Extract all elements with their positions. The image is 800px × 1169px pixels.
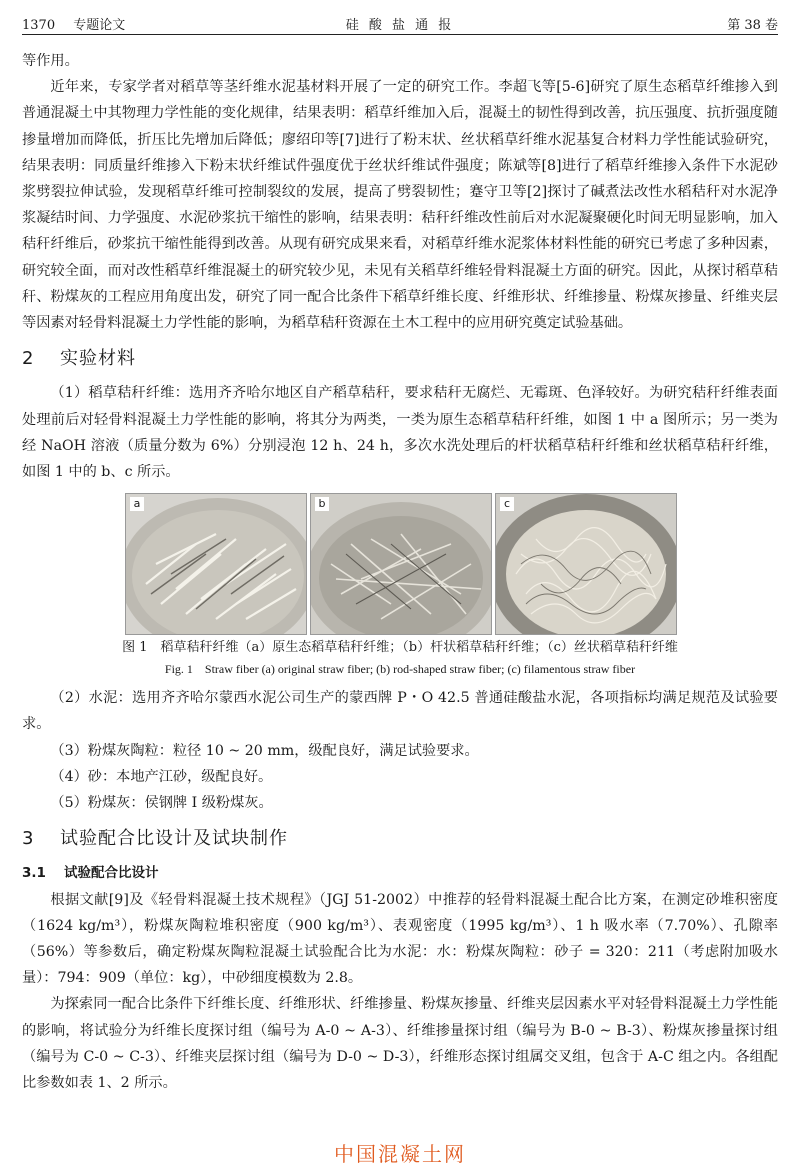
panel-label-a: a	[130, 497, 144, 511]
column-name: 专题论文	[73, 18, 126, 33]
straw-photo-c-image	[496, 494, 676, 634]
section-title: 实验材料	[60, 348, 136, 370]
section-heading-3	[22, 826, 778, 852]
journal-name: 硅 酸 盐 通 报	[345, 18, 455, 33]
section-heading-2	[22, 346, 778, 372]
straw-photo-a-image	[126, 494, 306, 634]
figure-caption-cn: 图 1 稻草秸秆纤维（a）原生态稻草秸秆纤维；（b）杆状稻草秸秆纤维；（c）丝状稻草秸秆纤维	[122, 640, 678, 656]
paragraph-cement: （2）水泥：选用齐齐哈尔蒙西水泥公司生产的蒙西牌 P・O 42.5 普通硅酸盐水泥，各项指标均满足规范及试验要求。	[22, 690, 778, 733]
figure-panel-c	[495, 493, 677, 635]
subsection-title: 试验配合比设计	[64, 865, 159, 882]
paragraph-intro: 近年来，专家学者对稻草等茎纤维水泥基材料开展了一定的研究工作。李超飞等[5-6]研究了原生态稻草纤维掺入到普通混凝土中其物理力学性能的变化规律，结果表明：稻草纤维加入后，混凝土的韧性得到改善，抗压强度、抗折强度随掺量增加而降低，折压比先增加后降低；廖绍印等[7]进行了粉末状、丝状稻草纤维水泥基复合材料力学性能试验研究，结果表明：同质量纤维掺入下粉末状纤维试件强度优于丝状纤维试件强度；陈斌等[8]进行了稻草纤维掺入条件下水泥砂浆劈裂拉伸试验，发现稻草纤维可控制裂纹的发展，提高了劈裂韧性；蹇守卫等[2]探讨了碱煮法改性水稻秸秆对水泥净浆凝结时间、力学强度、水泥砂浆抗干缩性的影响，结果表明：秸秆纤维改性前后对水泥凝聚硬化时间无明显影响，加入秸秆纤维后，砂浆抗干缩性能得到改善。从现有研究成果来看，对稻草纤维水泥浆体材料性能的研究已考虑了多种因素，研究较全面，而对改性稻草纤维混凝土的研究较少见，未见有关稻草纤维轻骨料混凝土方面的研究。因此，从探讨稻草秸秆、粉煤灰的工程应用角度出发，研究了同一配合比条件下稻草纤维长度、纤维形状、纤维掺量、粉煤灰掺量、纤维夹层等因素对轻骨料混凝土力学性能的影响，为稻草秸秆资源在土木工程中的应用研究奠定试验基础。	[22, 79, 778, 332]
volume-label: 第 38 卷	[727, 18, 778, 33]
paragraph-ceramsite: （3）粉煤灰陶粒：粒径 10 ~ 20 mm，级配良好，满足试验要求。	[50, 742, 479, 759]
paragraph-straw-fiber: （1）稻草秸秆纤维：选用齐齐哈尔地区自产稻草秸秆，要求秸秆无腐烂、无霉斑、色泽较好。为研究秸秆纤维表面处理前后对轻骨料混凝土力学性能的影响，将其分为两类，一类为原生态稻草秸秆纤维，如图 1 中 a 图所示；另一类为经 NaOH 溶液（质量分数为 6%）分别浸泡 12 h、24 h，多次水洗处理后的杆状稻草秸秆纤维和丝状稻草秸秆纤维，如图 1 中的 b、c 所示。	[22, 385, 778, 481]
figure-panel-a	[125, 493, 307, 635]
figure-1	[125, 493, 675, 633]
figure-panel-b	[310, 493, 492, 635]
page-number: 1370	[22, 18, 56, 33]
article-body	[22, 48, 778, 1096]
paragraph-mix-design: 根据文献[9]及《轻骨料混凝土技术规程》（JGJ 51-2002）中推荐的轻骨料混凝土配合比方案，在测定砂堆积密度（1624 kg/m³），粉煤灰陶粒堆积密度（900 kg/m³）、表观密度（1995 kg/m³）、1 h 吸水率（7.70%）、孔隙率（56%）等参数后，确定粉煤灰陶粒混凝土试验配合比为水泥：水：粉煤灰陶粒：砂子 = 320：211（考虑附加吸水量）：794：909（单位：kg），中砂细度模数为 2.8。	[22, 891, 778, 987]
section-number: 2	[22, 348, 35, 370]
paragraph-test-groups: 为探索同一配合比条件下纤维长度、纤维形状、纤维掺量、粉煤灰掺量、纤维夹层因素水平对轻骨料混凝土力学性能的影响，将试验分为纤维长度探讨组（编号为 A-0 ~ A-3）、纤维掺量探讨组（编号为 B-0 ~ B-3）、粉煤灰掺量探讨组（编号为 C-0 ~ C-3）、纤维夹层探讨组（编号为 D-0 ~ D-3），纤维形态探讨组属交叉组，包含于 A-C 组之内。各组配比参数如表 1、2 所示。	[22, 996, 778, 1092]
paragraph: 等作用。	[22, 53, 79, 69]
subsection-number: 3.1	[22, 865, 46, 882]
section-title: 试验配合比设计及试块制作	[60, 828, 288, 850]
panel-label-b: b	[315, 497, 329, 511]
figure-caption-en: Fig. 1 Straw fiber (a) original straw fiber; (b) rod-shaped straw fiber; (c) filamentous straw fiber	[164, 662, 636, 677]
section-number: 3	[22, 828, 35, 850]
panel-label-c: c	[500, 497, 514, 511]
subsection-heading-3-1	[22, 860, 778, 886]
paragraph-flyash: （5）粉煤灰：侯钢牌 Ⅰ 级粉煤灰。	[50, 795, 273, 812]
watermark-text: 中国混凝土网	[334, 1142, 466, 1166]
running-header	[22, 10, 778, 35]
straw-photo-b-image	[311, 494, 491, 634]
paragraph-sand: （4）砂：本地产江砂，级配良好。	[50, 768, 273, 785]
